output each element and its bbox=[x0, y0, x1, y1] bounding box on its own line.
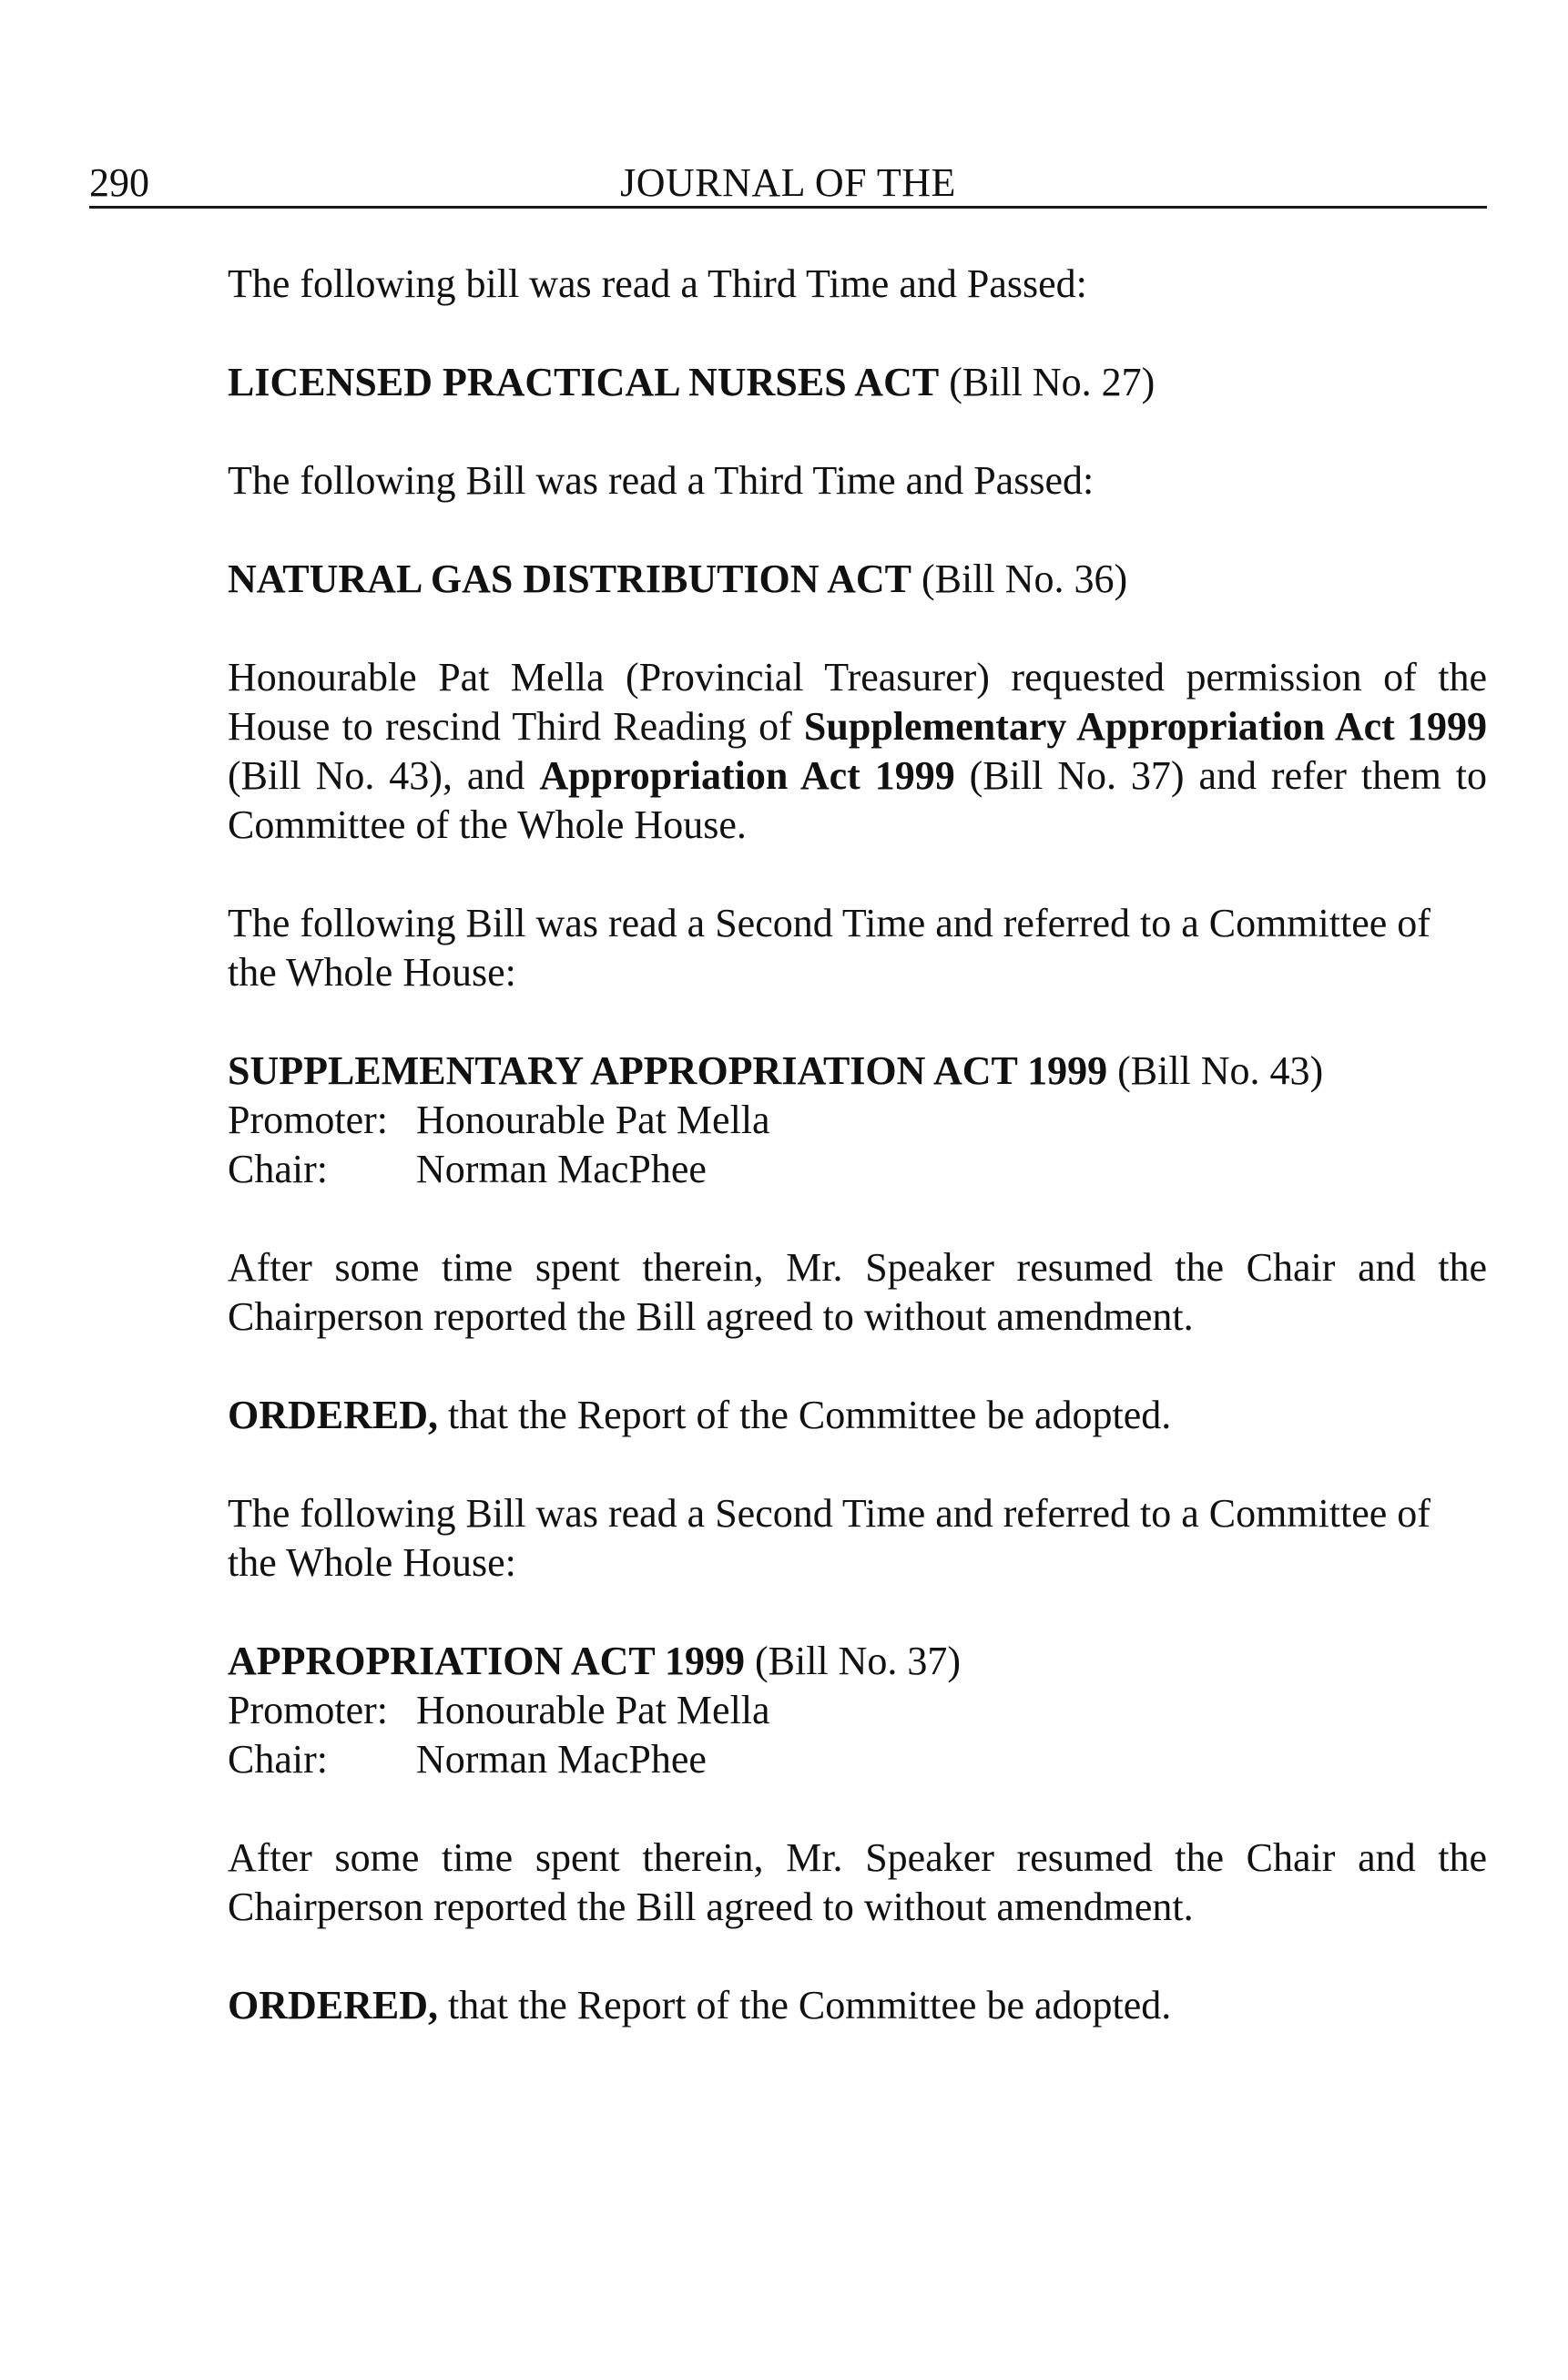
promoter-value: Honourable Pat Mella bbox=[416, 1688, 770, 1732]
committee-report-paragraph: After some time spent therein, Mr. Speaker resumed the Chair and the Chairperson reported the Bill agreed to without amendment. bbox=[228, 1245, 1487, 1339]
chair-value: Norman MacPhee bbox=[416, 1147, 707, 1191]
bill-title: APPROPRIATION ACT 1999 bbox=[228, 1639, 745, 1683]
bill-entry bbox=[228, 1047, 1487, 1096]
rescind-motion-paragraph bbox=[228, 653, 1487, 850]
bill-number: (Bill No. 36) bbox=[911, 557, 1128, 601]
promoter-value: Honourable Pat Mella bbox=[416, 1098, 770, 1142]
paragraph-text: Honourable Pat Mella (Provincial Treasurer) requested permission of the House to rescind Third Reading of bbox=[228, 655, 1487, 749]
committee-report-paragraph: After some time spent therein, Mr. Speaker resumed the Chair and the Chairperson reported the Bill agreed to without amendment. bbox=[228, 1835, 1487, 1929]
paragraph-text: (Bill No. 37) and refer them to Committee of the Whole House. bbox=[228, 753, 1487, 847]
paragraph-text: (Bill No. 43), and bbox=[228, 753, 540, 798]
bill-title: Supplementary Appropriation Act 1999 bbox=[803, 704, 1487, 749]
journal-body bbox=[228, 260, 1487, 2079]
bill-entry bbox=[228, 1637, 1487, 1686]
chair-value: Norman MacPhee bbox=[416, 1737, 707, 1782]
ordered-paragraph bbox=[228, 1391, 1487, 1440]
bill-title: LICENSED PRACTICAL NURSES ACT bbox=[228, 360, 940, 404]
bill-number: (Bill No. 43) bbox=[1107, 1048, 1324, 1093]
promoter-label: Promoter: bbox=[228, 1098, 388, 1142]
page-number: 290 bbox=[89, 160, 149, 205]
bill-title: Appropriation Act 1999 bbox=[539, 753, 955, 798]
third-reading-intro: The following bill was read a Third Time and Passed: bbox=[228, 261, 1087, 306]
bill-block-supplementary-appropriation bbox=[228, 1047, 1487, 1194]
bill-number: (Bill No. 37) bbox=[744, 1639, 962, 1683]
bill-entry-natural-gas-distribution bbox=[228, 555, 1487, 604]
running-head: JOURNAL OF THE bbox=[620, 160, 956, 205]
paragraph-text: that the Report of the Committee be adopted. bbox=[438, 1983, 1172, 2028]
third-reading-intro: The following Bill was read a Third Time and Passed: bbox=[228, 458, 1095, 503]
bill-title: SUPPLEMENTARY APPROPRIATION ACT 1999 bbox=[228, 1048, 1108, 1093]
ordered-label: ORDERED, bbox=[228, 1983, 439, 2028]
bill-entry-licensed-practical-nurses bbox=[228, 358, 1487, 407]
paragraph-text: that the Report of the Committee be adopted. bbox=[438, 1393, 1172, 1437]
page-header bbox=[89, 160, 1487, 209]
bill-number: (Bill No. 27) bbox=[939, 360, 1156, 404]
second-reading-intro: The following Bill was read a Second Time and referred to a Committee of the Whole House: bbox=[228, 901, 1431, 995]
chair-label: Chair: bbox=[228, 1737, 328, 1782]
promoter-row bbox=[228, 1686, 1487, 1735]
bill-block-appropriation bbox=[228, 1637, 1487, 1784]
chair-label: Chair: bbox=[228, 1147, 328, 1191]
promoter-label: Promoter: bbox=[228, 1688, 388, 1732]
promoter-row bbox=[228, 1096, 1487, 1145]
ordered-paragraph bbox=[228, 1981, 1487, 2030]
bill-title: NATURAL GAS DISTRIBUTION ACT bbox=[228, 557, 912, 601]
chair-row bbox=[228, 1145, 1487, 1194]
second-reading-intro: The following Bill was read a Second Time and referred to a Committee of the Whole House: bbox=[228, 1491, 1431, 1585]
ordered-label: ORDERED, bbox=[228, 1393, 439, 1437]
chair-row bbox=[228, 1735, 1487, 1784]
